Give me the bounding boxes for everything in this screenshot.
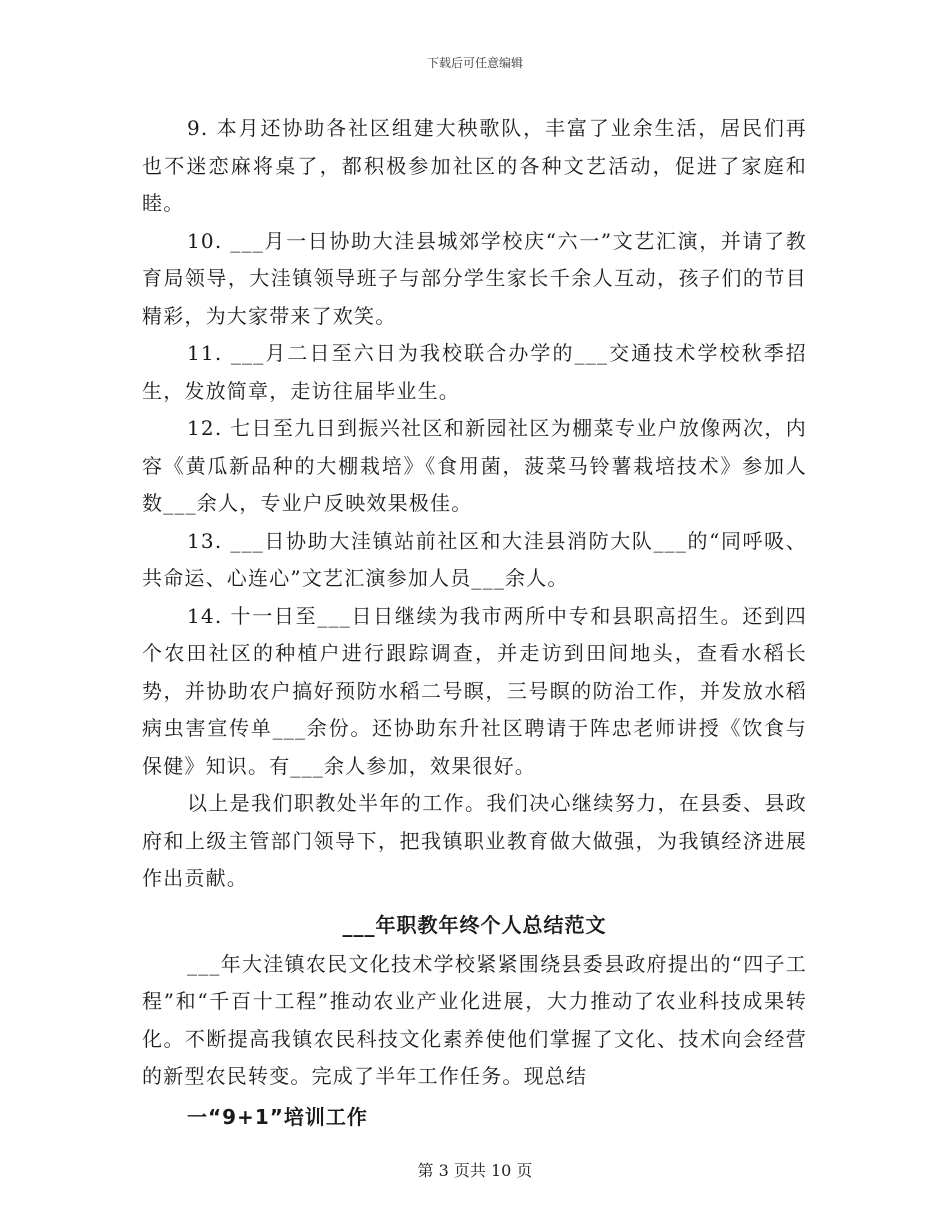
paragraph-conclusion: 以上是我们职教处半年的工作。我们决心继续努力，在县委、县政府和上级主管部门领导下，把我镇职业教育做大做强，为我镇经济进展作出贡献。 <box>142 791 807 890</box>
section-intro-paragraph: ___年大洼镇农民文化技术学校紧紧围绕县委县政府提出的“四子工程”和“千百十工程”推动农业产业化进展，大力推动了农业科技成果转化。不断提高我镇农民科技文化素养使他们掌握了文化、技术向会经营的新型农民转变。完成了半年工作任务。现总结 <box>142 951 807 1088</box>
paragraph-item-11: 11. ___月二日至六日为我校联合办学的___交通技术学校秋季招生，发放简章，走访往届毕业生。 <box>142 341 807 403</box>
section-title: ___年职教年终个人总结范文 <box>342 912 607 937</box>
page-header: 下载后可任意编辑 <box>426 56 523 70</box>
paragraph-item-10: 10. ___月一日协助大洼县城郊学校庆“六一”文艺汇演，并请了教育局领导，大洼镇领导班子与部分学生家长千余人互动，孩子们的节目精彩，为大家带来了欢笑。 <box>142 228 807 328</box>
paragraph-item-9: 9. 本月还协助各社区组建大秧歌队，丰富了业余生活，居民们再也不迷恋麻将桌了，都积极参加社区的各种文艺活动，促进了家庭和睦。 <box>142 116 807 215</box>
paragraph-item-14: 14. 十一日至___日日继续为我市两所中专和县职高招生。还到四个农田社区的种植户进行跟踪调查，并走访到田间地头，查看水稻长势，并协助农户搞好预防水稻二号瞑，三号瞑的防治工作，并发放水稻病虫害宣传单___余份。还协助东升社区聘请于阵忠老师讲授《饮食与保健》知识。有___余人参加，效果很好。 <box>142 603 807 778</box>
section-subheading: 一“9+1”培训工作 <box>187 1104 368 1129</box>
page-footer: 第 3 页共 10 页 <box>417 1161 533 1180</box>
paragraph-item-12: 12. 七日至九日到振兴社区和新园社区为棚菜专业户放像两次，内容《黄瓜新品种的大棚栽培》《食用菌，菠菜马铃薯栽培技术》参加人数___余人，专业户反映效果极佳。 <box>142 416 807 515</box>
document-body <box>142 110 807 1138</box>
paragraph-item-13: 13. ___日协助大洼镇站前社区和大洼县消防大队___的“同呼吸、共命运、心连心”文艺汇演参加人员___余人。 <box>142 528 807 590</box>
